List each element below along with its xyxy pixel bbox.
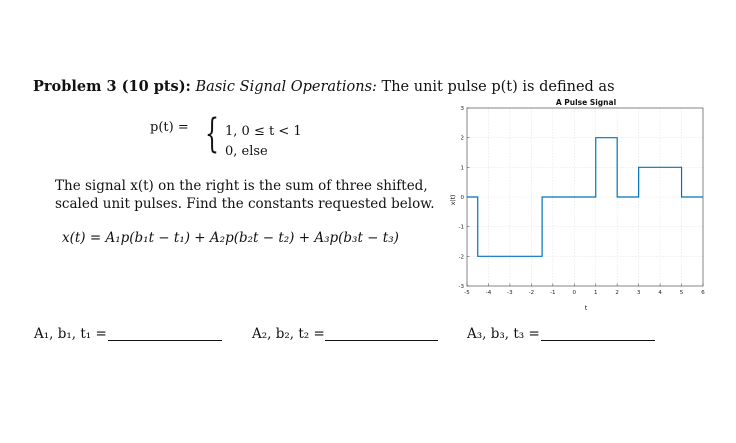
- y-tick-label: -3: [458, 284, 464, 290]
- y-tick-label: -1: [458, 224, 464, 231]
- y-tick-label: -2: [458, 254, 464, 261]
- y-tick-label: 3: [460, 106, 464, 112]
- answer-label-3: A₃, b₃, t₃ =: [467, 326, 540, 342]
- pulse-signal-chart: [440, 96, 730, 316]
- problem-heading: [33, 78, 615, 95]
- chart-title: A Pulse Signal: [555, 98, 617, 107]
- x-tick-label: 4: [658, 290, 662, 296]
- x-axis-label: t: [584, 305, 588, 312]
- x-tick-label: 3: [636, 290, 641, 296]
- x-tick-label: -1: [550, 290, 556, 296]
- x-tick-label: 5: [679, 290, 684, 296]
- x-tick-label: 1: [593, 290, 598, 296]
- x-tick-label: -2: [528, 290, 535, 296]
- x-tick-label: -3: [507, 290, 513, 296]
- answer-blank-3[interactable]: [541, 340, 655, 341]
- description-line-2: scaled unit pulses. Find the constants requested below.: [55, 196, 435, 212]
- x-tick-label: 2: [615, 290, 619, 296]
- pulse-case-one: 1, 0 ≤ t < 1: [225, 124, 302, 139]
- answer-blank-2[interactable]: [325, 340, 438, 341]
- problem-intro: The unit pulse p(t) is defined as: [381, 79, 615, 95]
- y-tick-label: 0: [460, 195, 464, 201]
- cases-brace: {: [205, 111, 219, 157]
- x-tick-label: -5: [464, 290, 470, 296]
- y-tick-label: 1: [460, 165, 464, 172]
- pulse-definition-lhs: p(t) =: [150, 120, 189, 135]
- signal-equation: x(t) = A₁p(b₁t − t₁) + A₂p(b₂t − t₂) + A₃p(b₃t − t₃): [62, 230, 399, 246]
- y-axis-label: x(t): [450, 194, 457, 206]
- answer-label-2: A₂, b₂, t₂ =: [252, 326, 325, 342]
- x-tick-label: 6: [701, 290, 705, 296]
- description-line-1: The signal x(t) on the right is the sum of three shifted,: [55, 178, 428, 194]
- problem-topic: Basic Signal Operations:: [195, 79, 377, 95]
- y-tick-label: 2: [460, 135, 464, 142]
- answer-label-1: A₁, b₁, t₁ =: [34, 326, 107, 342]
- x-tick-label: -4: [485, 290, 492, 296]
- problem-label: Problem 3 (10 pts):: [33, 78, 191, 95]
- pulse-case-else: 0, else: [225, 144, 268, 159]
- x-tick-label: 0: [572, 290, 577, 296]
- answer-blank-1[interactable]: [108, 340, 222, 341]
